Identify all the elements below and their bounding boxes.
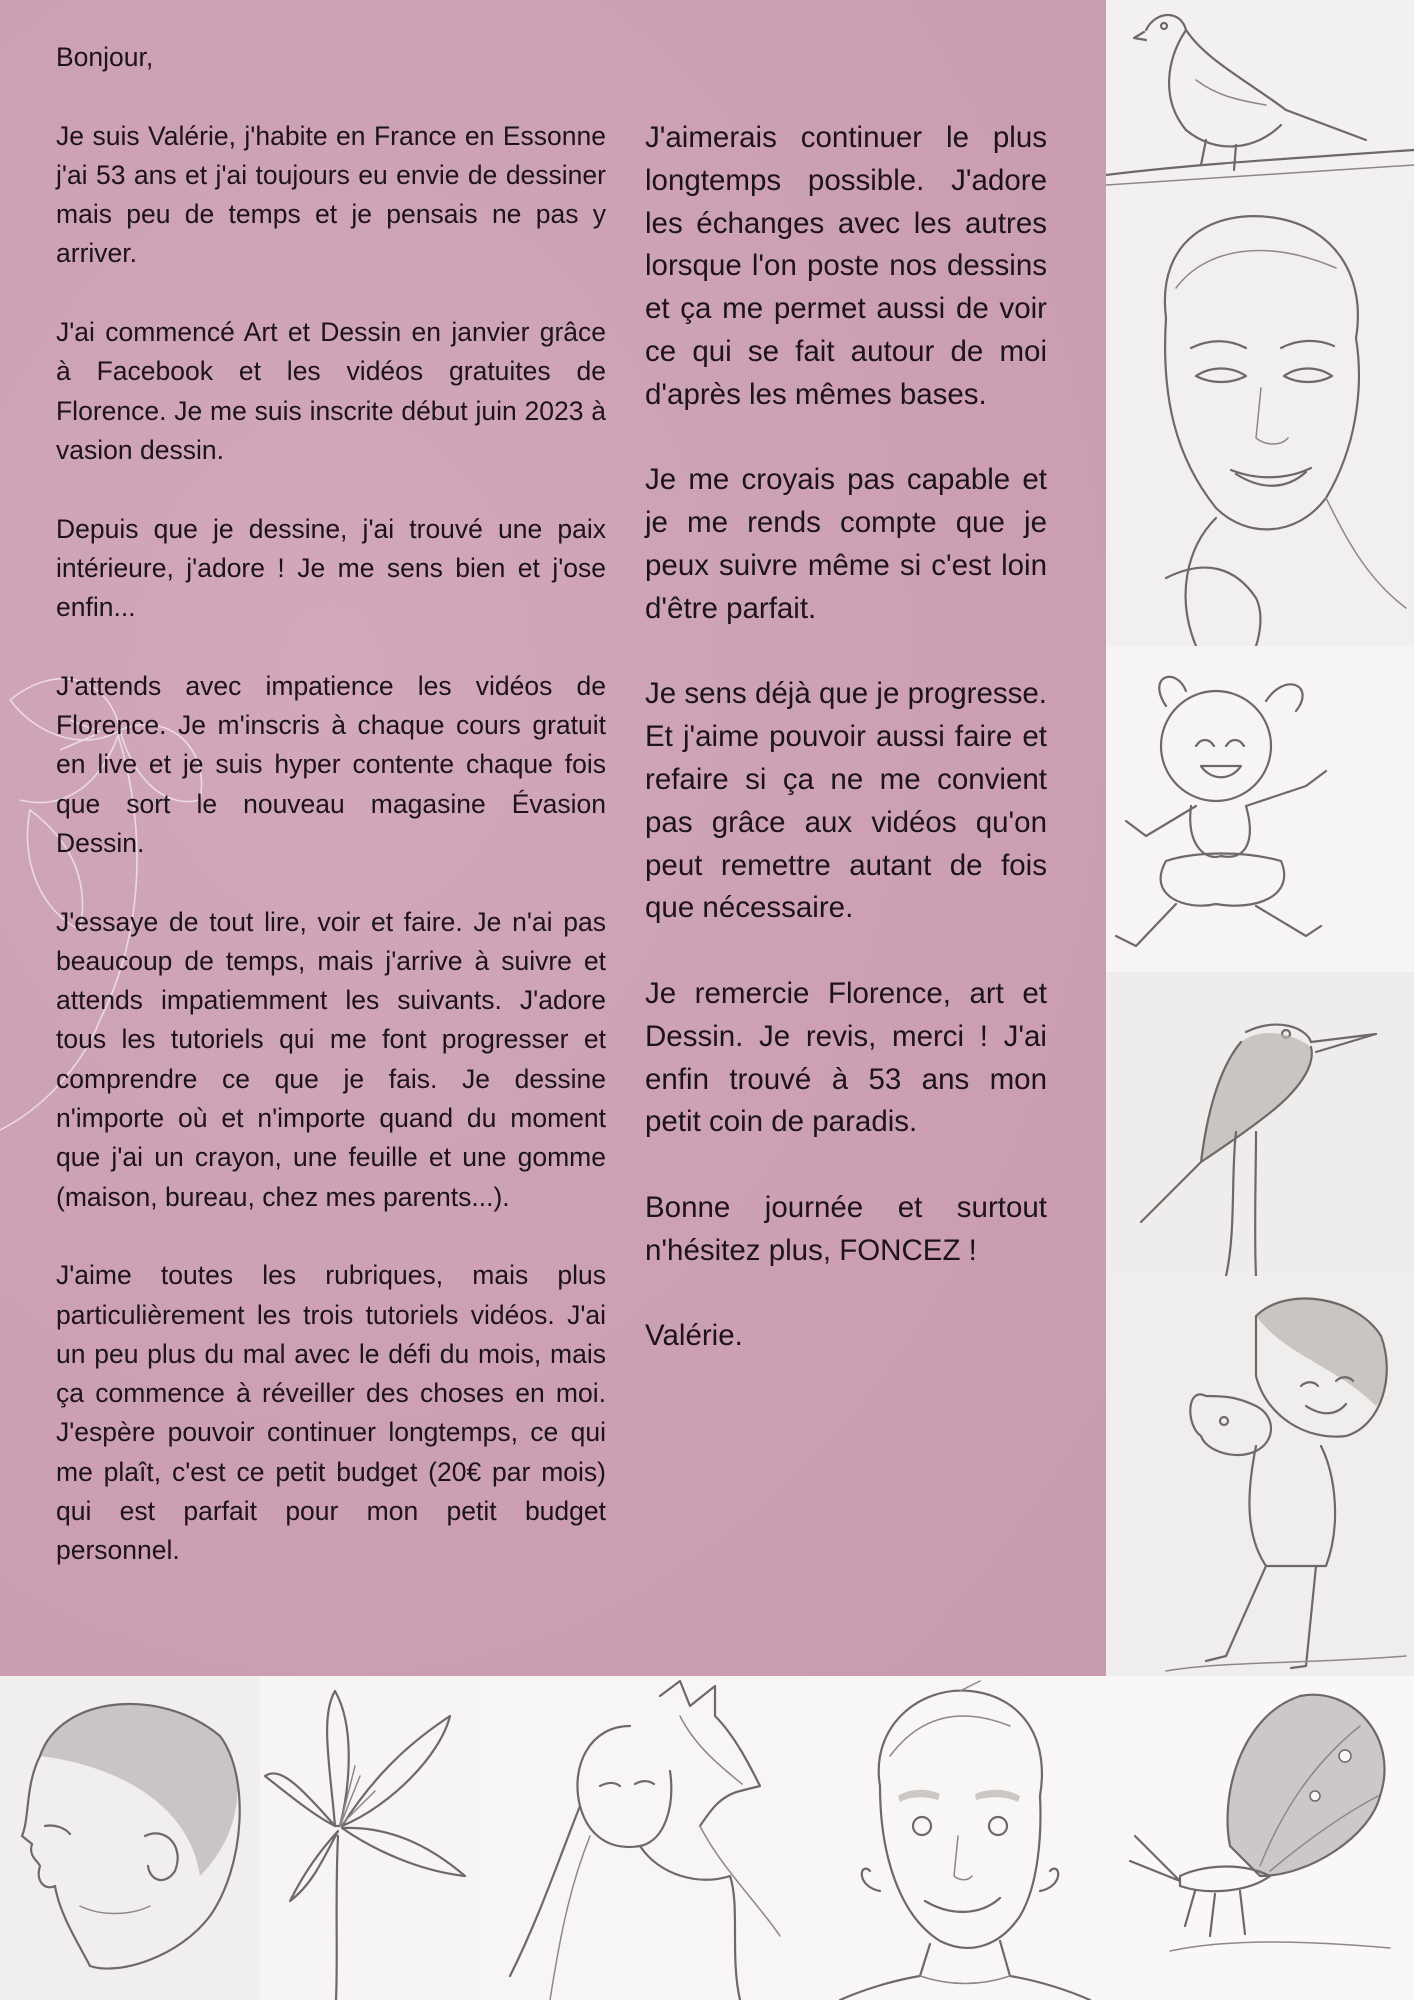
paragraph-rubriques: J'aime toutes les rubriques, mais plus particulièrement les trois tutoriels vidéos. J'ai un peu plus du mal avec le défi du mois, mais ça commence à réveiller des choses en moi. J'espère pouvoir continuer longtemps, ce qui me plaît, c'est ce petit budget (20€ par mois) qui est parfait pour mon petit budget personnel.	[56, 1260, 606, 1566]
greeting: Bonjour,	[56, 42, 154, 72]
drawing-bird-on-branch	[1106, 0, 1414, 198]
drawing-boy-with-puppy	[1106, 1276, 1414, 1676]
drawing-lily-flower	[260, 1676, 480, 2000]
paragraph-continue: J'aimerais continuer le plus longtemps possible. J'adore les échanges avec les autres lorsque l'on poste nos dessins et ça me permet aussi de voir ce qui se fait autour de moi d'après les mêmes bases.	[645, 121, 1047, 411]
drawing-bird-on-post	[1106, 972, 1414, 1276]
letter-left-column	[56, 38, 606, 1610]
signature: Valérie.	[645, 1319, 743, 1353]
paragraph-capable: Je me croyais pas capable et je me rends compte que je peux suivre même si c'est loin d'être parfait.	[645, 463, 1047, 625]
drawing-butterfly	[1110, 1676, 1414, 2000]
letter-right-column	[645, 117, 1047, 1401]
paragraph-introduction: Je suis Valérie, j'habite en France en Essonne j'ai 53 ans et j'ai toujours eu envie de dessiner mais peu de temps et je pensais ne pas y arriver.	[56, 120, 606, 269]
paragraph-videos: J'attends avec impatience les vidéos de Florence. Je m'inscris à chaque cours gratuit en live et je suis hyper contente chaque fois que sort le nouveau magasine Évasion Dessin.	[56, 670, 606, 858]
paragraph-closing: Bonne journée et surtout n'hésitez plus, FONCEZ !	[645, 1190, 1047, 1267]
drawing-dancing-girl	[1106, 646, 1414, 972]
lily-sketch-icon	[260, 1676, 480, 2000]
paragraph-thanks: Je remercie Florence, art et Dessin. Je revis, merci ! J'ai enfin trouvé à 53 ans mon petit coin de paradis.	[645, 976, 1047, 1139]
boy-portrait-sketch-icon	[810, 1676, 1110, 2000]
butterfly-sketch-icon	[1110, 1676, 1414, 2000]
drawing-boy-portrait	[810, 1676, 1110, 2000]
paragraph-progress: Je sens déjà que je progresse. Et j'aime pouvoir aussi faire et refaire si ça ne me convient pas grâce aux vidéos qu'on peut remettre autant de fois que nécessaire.	[645, 677, 1047, 925]
paragraph-start: J'ai commencé Art et Dessin en janvier grâce à Facebook et les vidéos gratuites de Florence. Je me suis inscrite début juin 2023 à vasion dessin.	[56, 317, 606, 465]
drawing-woman-with-wolf	[480, 1676, 810, 2000]
girl-sketch-icon	[1106, 646, 1414, 972]
bird-on-post-sketch-icon	[1106, 972, 1414, 1276]
woman-wolf-sketch-icon	[480, 1676, 810, 2000]
paragraph-reading: J'essaye de tout lire, voir et faire. Je n'ai pas beaucoup de temps, mais j'arrive à suivre et attends impatiemment les suivants. J'adore tous les tutoriels qui me font progresser et comprendre ce que je fais. Je dessine n'importe où et n'importe quand du moment que j'ai un crayon, une feuille et une gomme (maison, bureau, chez mes parents...).	[56, 906, 606, 1212]
drawing-man-portrait	[1106, 198, 1414, 646]
drawing-baby-profile	[0, 1676, 260, 2000]
boy-puppy-sketch-icon	[1106, 1276, 1414, 1676]
man-portrait-sketch-icon	[1106, 198, 1414, 646]
baby-profile-sketch-icon	[0, 1676, 260, 2000]
bird-sketch-icon	[1106, 0, 1414, 198]
paragraph-inner-peace: Depuis que je dessine, j'ai trouvé une paix intérieure, j'adore ! Je me sens bien et j'ose enfin...	[56, 513, 606, 623]
